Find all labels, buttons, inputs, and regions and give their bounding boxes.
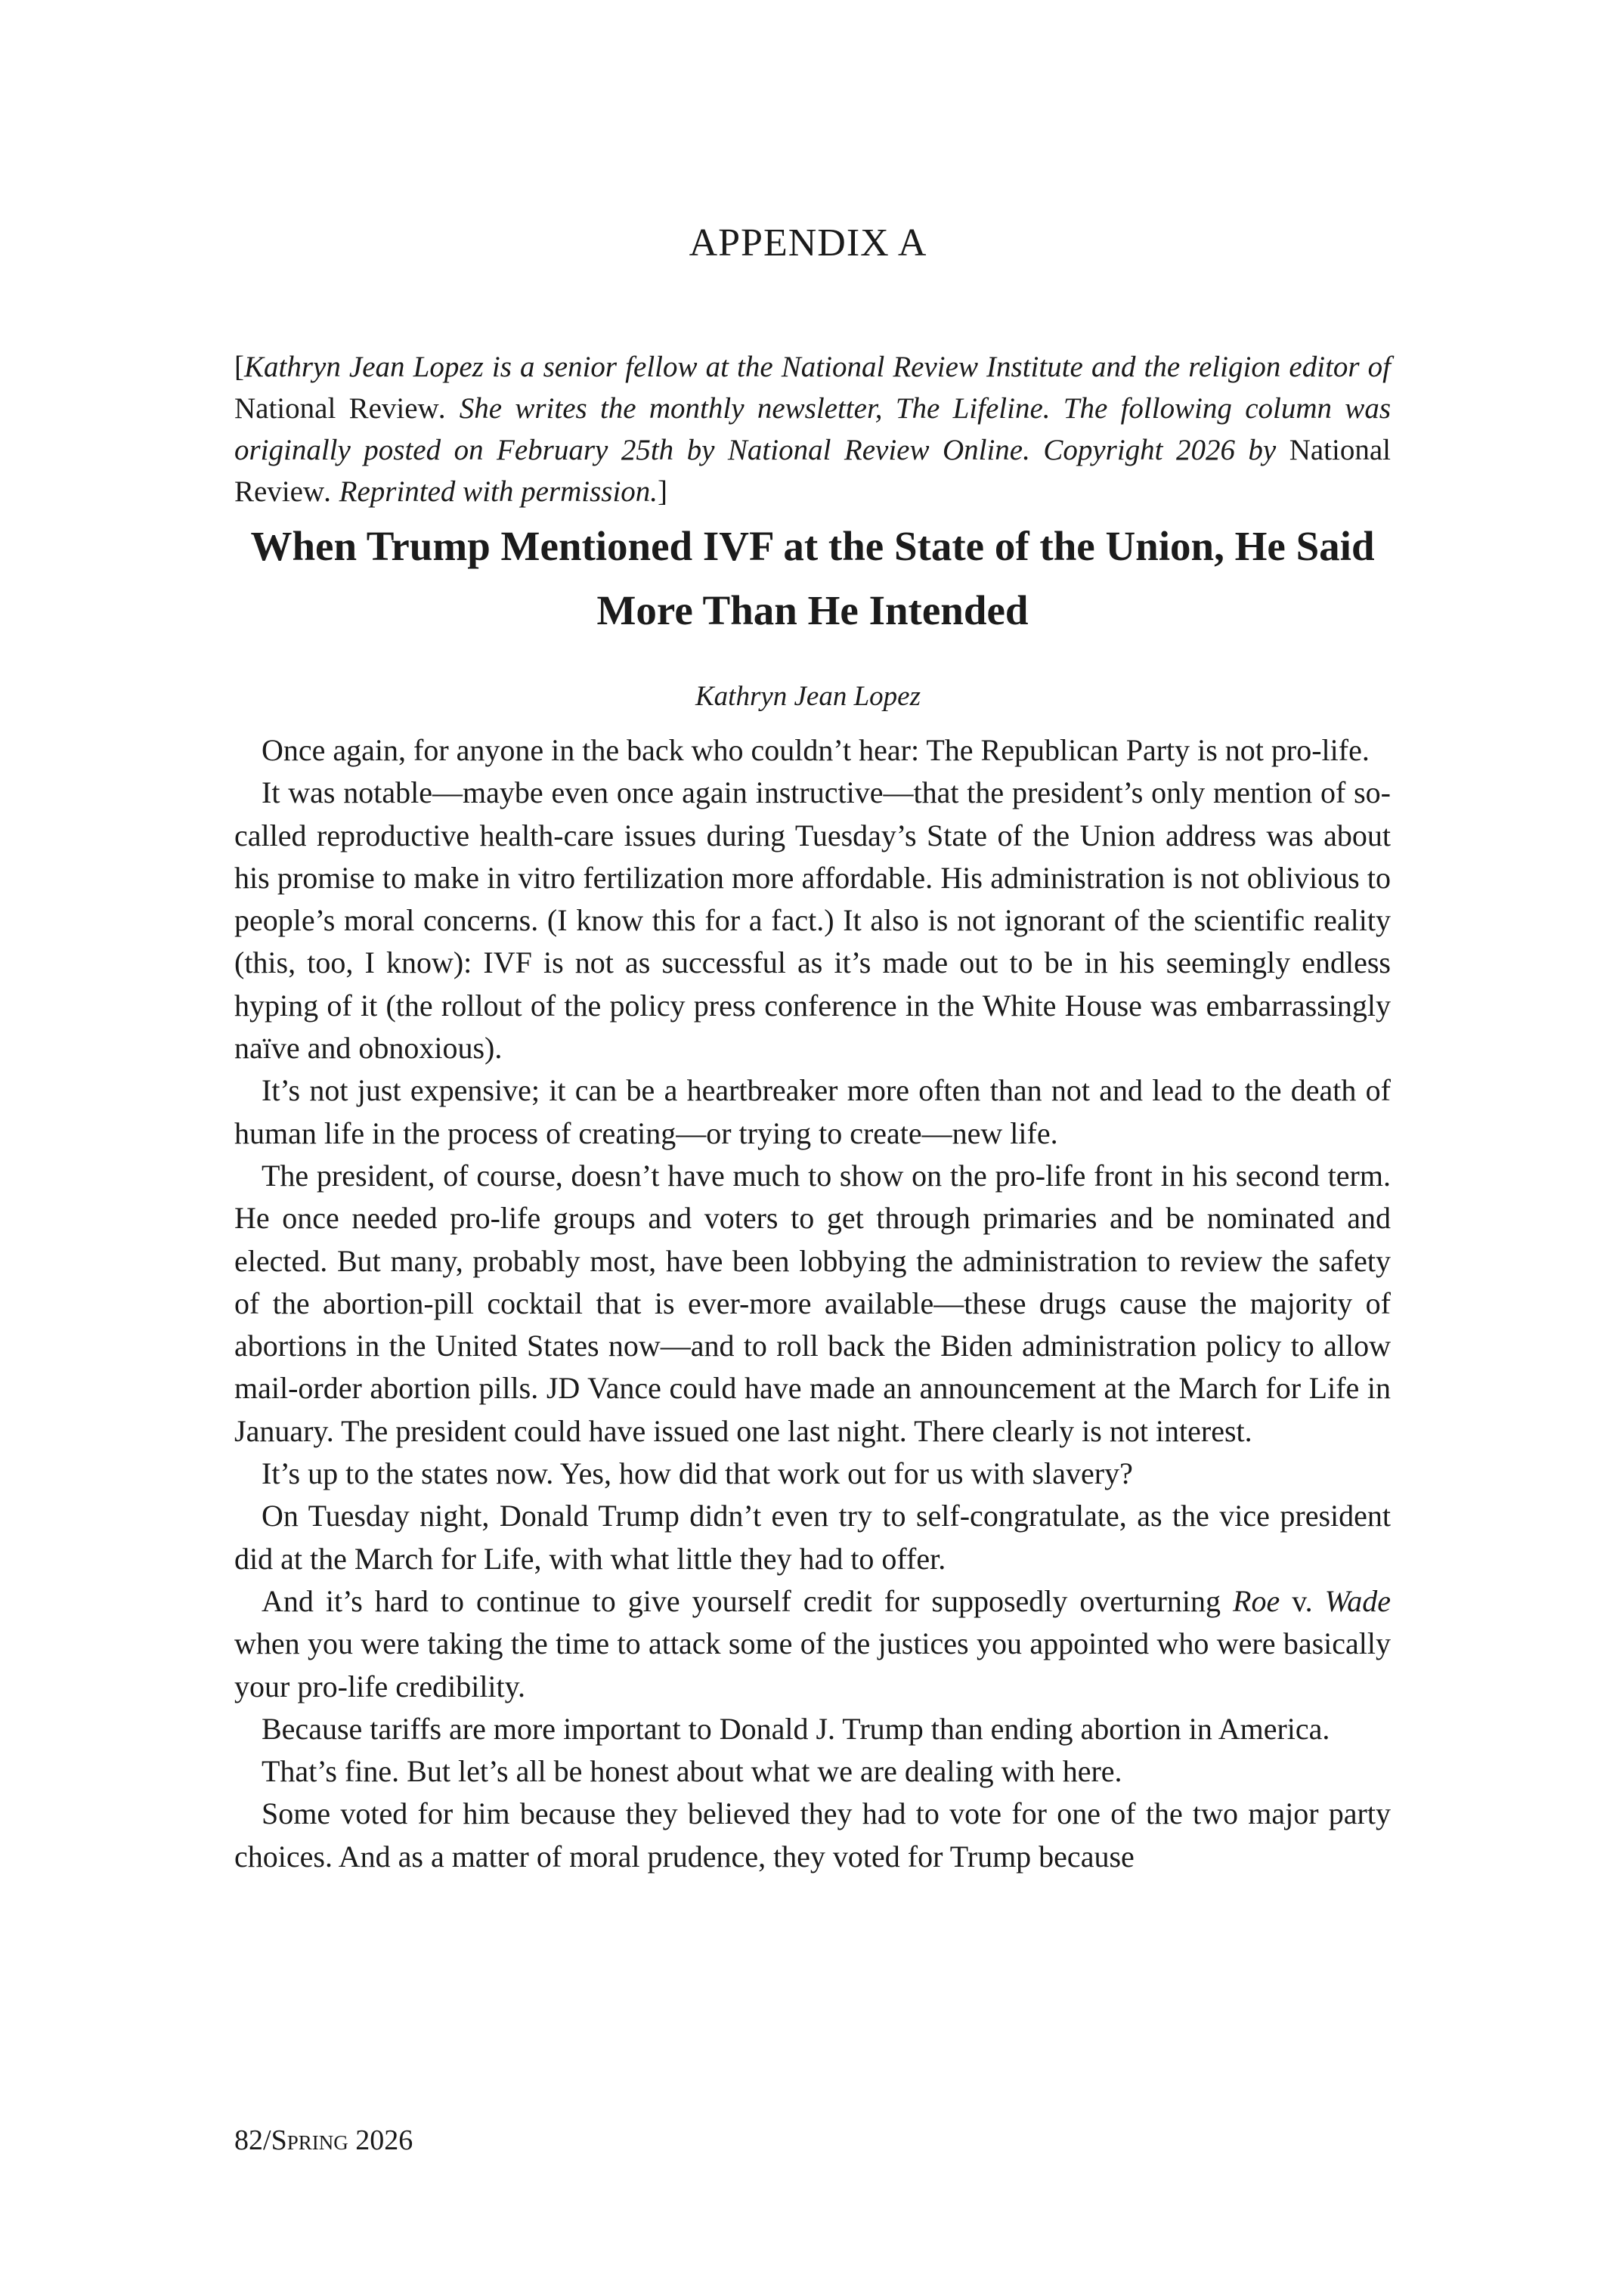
- footer-season: Spring: [271, 2124, 348, 2156]
- paragraph: Some voted for him because they believed they had to vote for one of the two major party choices. And as a matter of moral prudence, they voted for Trump because: [234, 1796, 1391, 1874]
- roe-case-name: Roe: [1233, 1583, 1280, 1618]
- paragraph: On Tuesday night, Donald Trump didn’t even try to self-congratulate, as the vice president did at the March for Life, with what little they had to offer.: [234, 1499, 1391, 1576]
- intro-publication-1: National Review: [234, 392, 439, 425]
- intro-text-2: . She writes the monthly newsletter, The Lifeline. The following column was originally posted on February 25th by National Review Online. Copyright 2026 by: [234, 392, 1391, 466]
- article-title: When Trump Mentioned IVF at the State of the Union, He Said More Than He Intended: [250, 523, 1375, 633]
- paragraph: Because tariffs are more important to Donald J. Trump than ending abortion in America.: [262, 1711, 1330, 1746]
- paragraph: It’s not just expensive; it can be a heartbreaker more often than not and lead to the death of human life in the process of creating—or trying to create—new life.: [234, 1073, 1391, 1150]
- paragraph: The president, of course, doesn’t have much to show on the pro-life front in his second term. He once needed pro-life groups and voters to get through primaries and be nominated and elected. But many, probably most, have been lobbying the administration to review the safety of the abortion-pill cocktail that is ever-more available—these drugs cause the majority of abortions in the United States now—and to roll back the Biden administration policy to allow mail-order abortion pills. JD Vance could have made an announcement at the March for Life in January. The president could have issued one last night. There clearly is not interest.: [234, 1158, 1391, 1448]
- roe-text-before: And it’s hard to continue to give yourself credit for supposedly overturning: [262, 1583, 1234, 1618]
- article-byline: Kathryn Jean Lopez: [695, 681, 921, 712]
- paragraph: It’s up to the states now. Yes, how did that work out for us with slavery?: [262, 1456, 1133, 1491]
- paragraph: That’s fine. But let’s all be honest about what we are dealing with here.: [262, 1754, 1122, 1789]
- roe-v: v.: [1280, 1583, 1325, 1618]
- appendix-heading: APPENDIX A: [689, 221, 927, 265]
- intro-text-3: . Reprinted with permission.: [324, 475, 658, 508]
- paragraph-roe: [234, 1580, 1391, 1708]
- wade-case-name: Wade: [1324, 1583, 1391, 1618]
- paragraph: It was notable—maybe even once again instructive—that the president’s only mention of so-called reproductive health-care issues during Tuesday’s State of the Union address was about his promise to make in vitro fertilization more affordable. His administration is not oblivious to people’s moral concerns. (I know this for a fact.) It also is not ignorant of the scientific reality (this, too, I know): IVF is not as successful as it’s made out to be in his seemingly endless hyping of it (the rollout of the policy press conference in the White House was embarrassingly naïve and obnoxious).: [234, 775, 1391, 1066]
- intro-note: [234, 346, 1391, 512]
- page-number: 82/: [234, 2124, 271, 2156]
- intro-bracket-open: [: [234, 351, 244, 383]
- paragraph: Once again, for anyone in the back who couldn’t hear: The Republican Party is not pro-life.: [262, 733, 1370, 767]
- article-body: [234, 729, 1391, 1878]
- intro-publication-2: National Review: [234, 434, 1391, 508]
- intro-bracket-close: ]: [658, 475, 668, 508]
- page-footer: [234, 2124, 413, 2157]
- intro-text-1: Kathryn Jean Lopez is a senior fellow at the National Review Institute and the religion editor of: [244, 351, 1391, 383]
- roe-text-after: when you were taking the time to attack some of the justices you appointed who were basically your pro-life credibility.: [234, 1626, 1391, 1703]
- footer-year: 2026: [348, 2124, 413, 2156]
